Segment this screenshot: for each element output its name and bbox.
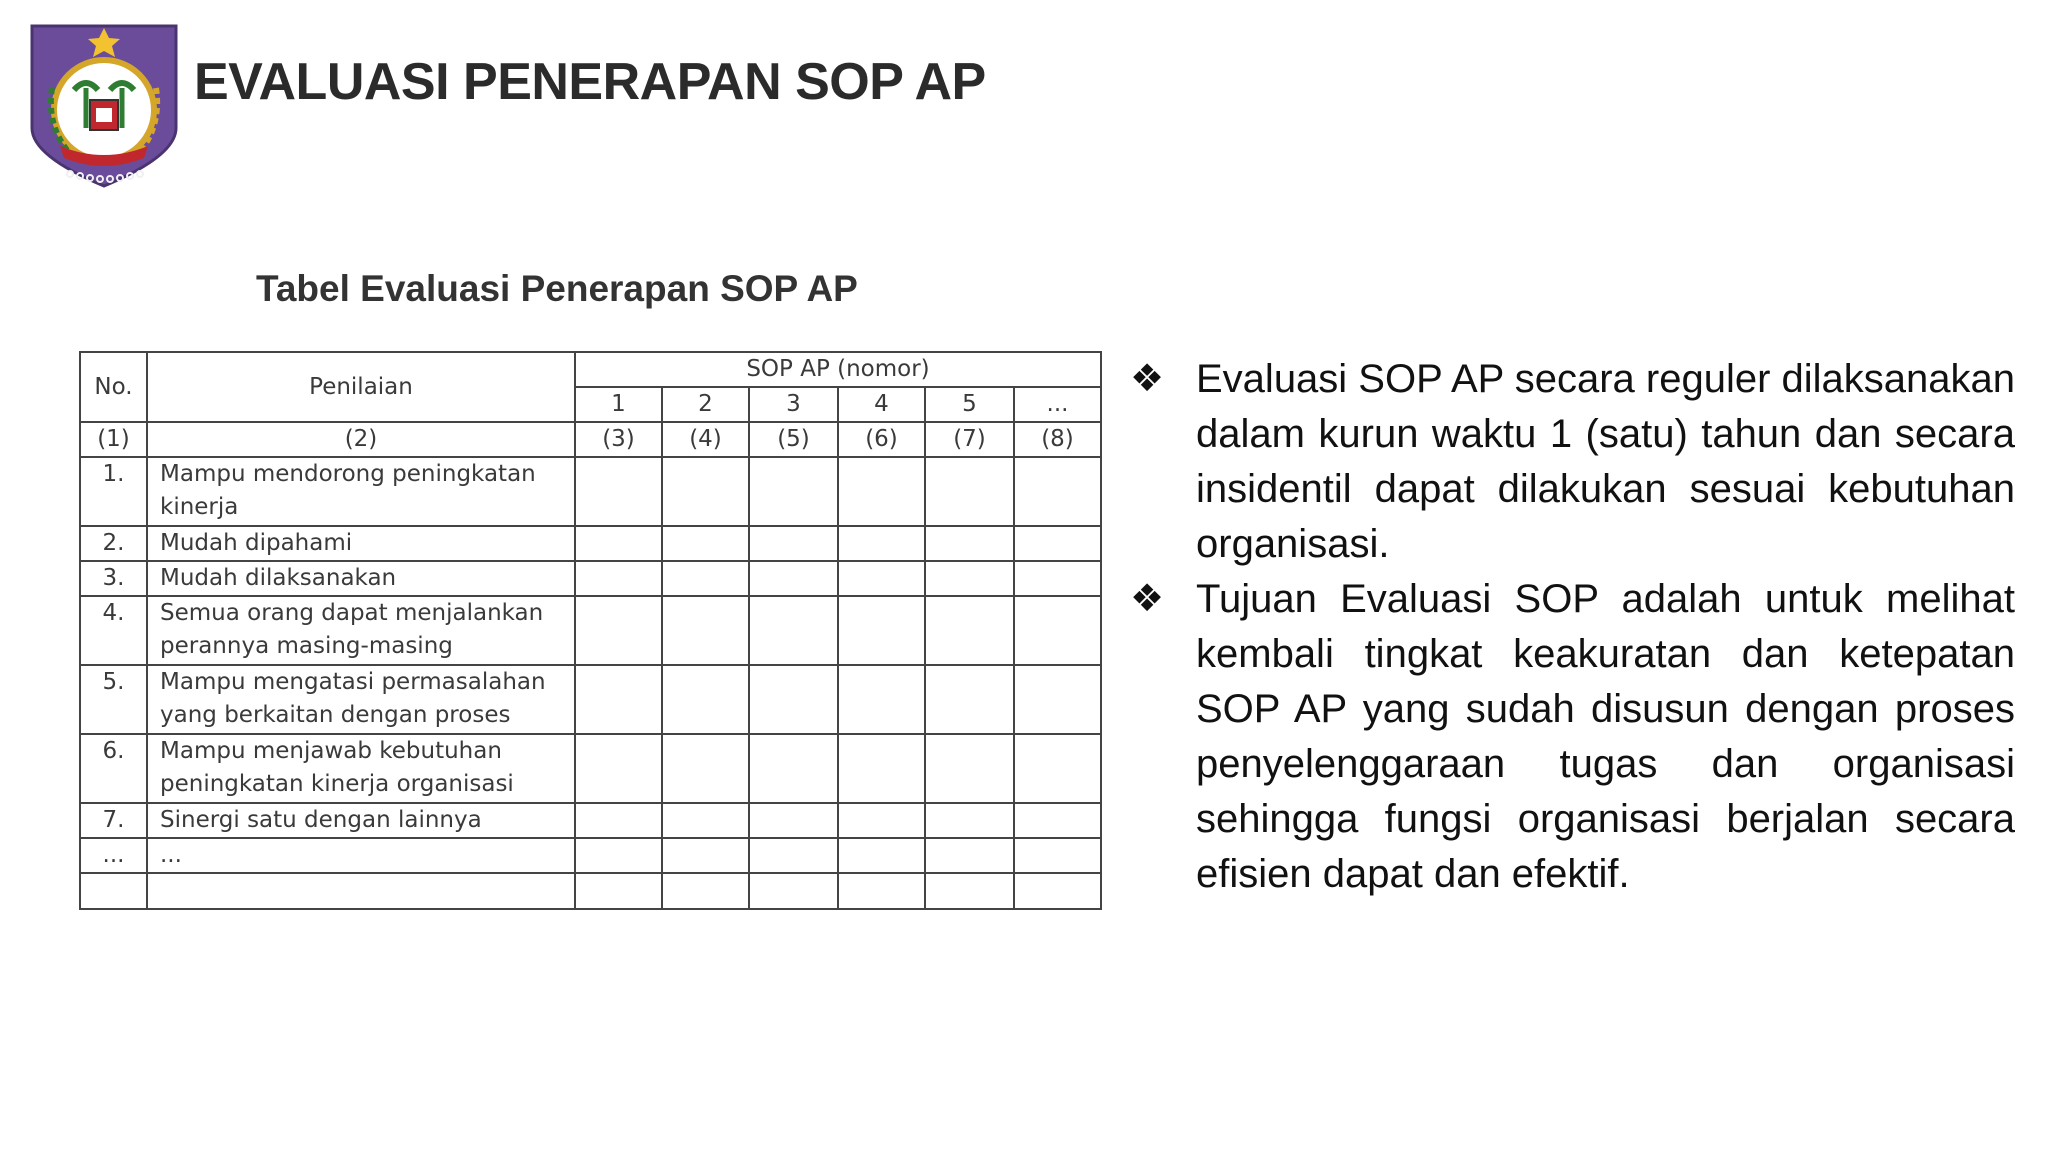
diamond-bullet-icon: ❖ <box>1130 578 1165 620</box>
bullet-item <box>1130 352 2015 572</box>
criterion-line: Mudah dilaksanakan <box>160 565 397 591</box>
criterion-cell <box>147 596 575 665</box>
row-number: 1. <box>80 457 147 526</box>
index-cell: (4) <box>662 422 749 457</box>
header-no: No. <box>80 352 147 422</box>
criterion-cell <box>147 457 575 526</box>
criterion-line: Mampu menjawab kebutuhan <box>160 738 502 764</box>
table-caption: Tabel Evaluasi Penerapan SOP AP <box>256 268 858 309</box>
index-cell: (2) <box>147 422 575 457</box>
row-number: 6. <box>80 734 147 803</box>
criterion-line: peningkatan kinerja organisasi <box>160 771 514 797</box>
row-number: 3. <box>80 561 147 596</box>
table-row <box>80 561 1101 596</box>
criterion-line: Mampu mengatasi permasalahan <box>160 669 546 695</box>
criterion-cell <box>147 526 575 561</box>
criterion-line: yang berkaitan dengan proses <box>160 702 511 728</box>
table-row <box>80 873 1101 909</box>
index-row <box>80 422 1101 457</box>
index-cell: (6) <box>838 422 925 457</box>
page-title: EVALUASI PENERAPAN SOP AP <box>194 53 986 111</box>
criterion-cell <box>147 873 575 909</box>
sop-number-header: 2 <box>662 387 749 422</box>
bullet-text: Evaluasi SOP AP secara reguler dilaksanakan dalam kurun waktu 1 (satu) tahun dan secara insidentil dapat dilakukan sesuai kebutuhan organisasi. <box>1196 357 2016 566</box>
index-cell: (3) <box>575 422 662 457</box>
row-number: ... <box>80 838 147 873</box>
criterion-line: Mudah dipahami <box>160 530 353 556</box>
criterion-line: Sinergi satu dengan lainnya <box>160 807 482 833</box>
criterion-line: Semua orang dapat menjalankan <box>160 600 544 626</box>
sop-number-header: 5 <box>925 387 1014 422</box>
table-row <box>80 838 1101 873</box>
row-number: 5. <box>80 665 147 734</box>
sop-number-header: ... <box>1014 387 1101 422</box>
criterion-cell <box>147 838 575 873</box>
sop-number-header: 3 <box>749 387 838 422</box>
header-sop-group: SOP AP (nomor) <box>575 352 1101 387</box>
table-row <box>80 665 1101 734</box>
row-number: 4. <box>80 596 147 665</box>
table-row <box>80 803 1101 838</box>
evaluation-table <box>79 351 1102 910</box>
index-cell: (1) <box>80 422 147 457</box>
criterion-line: perannya masing-masing <box>160 633 453 659</box>
row-number: 2. <box>80 526 147 561</box>
sop-number-header: 1 <box>575 387 662 422</box>
criterion-cell <box>147 803 575 838</box>
row-number <box>80 873 147 909</box>
bullet-list <box>1130 352 2015 902</box>
table-row <box>80 734 1101 803</box>
criterion-cell <box>147 734 575 803</box>
bullet-text: Tujuan Evaluasi SOP adalah untuk melihat kembali tingkat keakuratan dan ketepatan SOP AP yang sudah disusun dengan proses penyelenggaraan tugas dan organisasi sehingga fungsi organisasi berjalan secara efisien dapat dan efektif. <box>1196 577 2015 896</box>
diamond-bullet-icon: ❖ <box>1130 358 1165 400</box>
row-number: 7. <box>80 803 147 838</box>
index-cell: (5) <box>749 422 838 457</box>
index-cell: (8) <box>1014 422 1101 457</box>
provincial-emblem-icon <box>26 18 182 190</box>
criterion-line: Mampu mendorong peningkatan <box>160 461 536 487</box>
criterion-cell <box>147 561 575 596</box>
index-cell: (7) <box>925 422 1014 457</box>
criterion-line: ... <box>160 842 182 868</box>
criterion-cell <box>147 665 575 734</box>
table-row <box>80 526 1101 561</box>
sop-number-header: 4 <box>838 387 925 422</box>
criterion-line: kinerja <box>160 494 239 520</box>
table-row <box>80 596 1101 665</box>
header-penilaian: Penilaian <box>147 352 575 422</box>
table-row <box>80 457 1101 526</box>
bullet-item <box>1130 572 2015 902</box>
